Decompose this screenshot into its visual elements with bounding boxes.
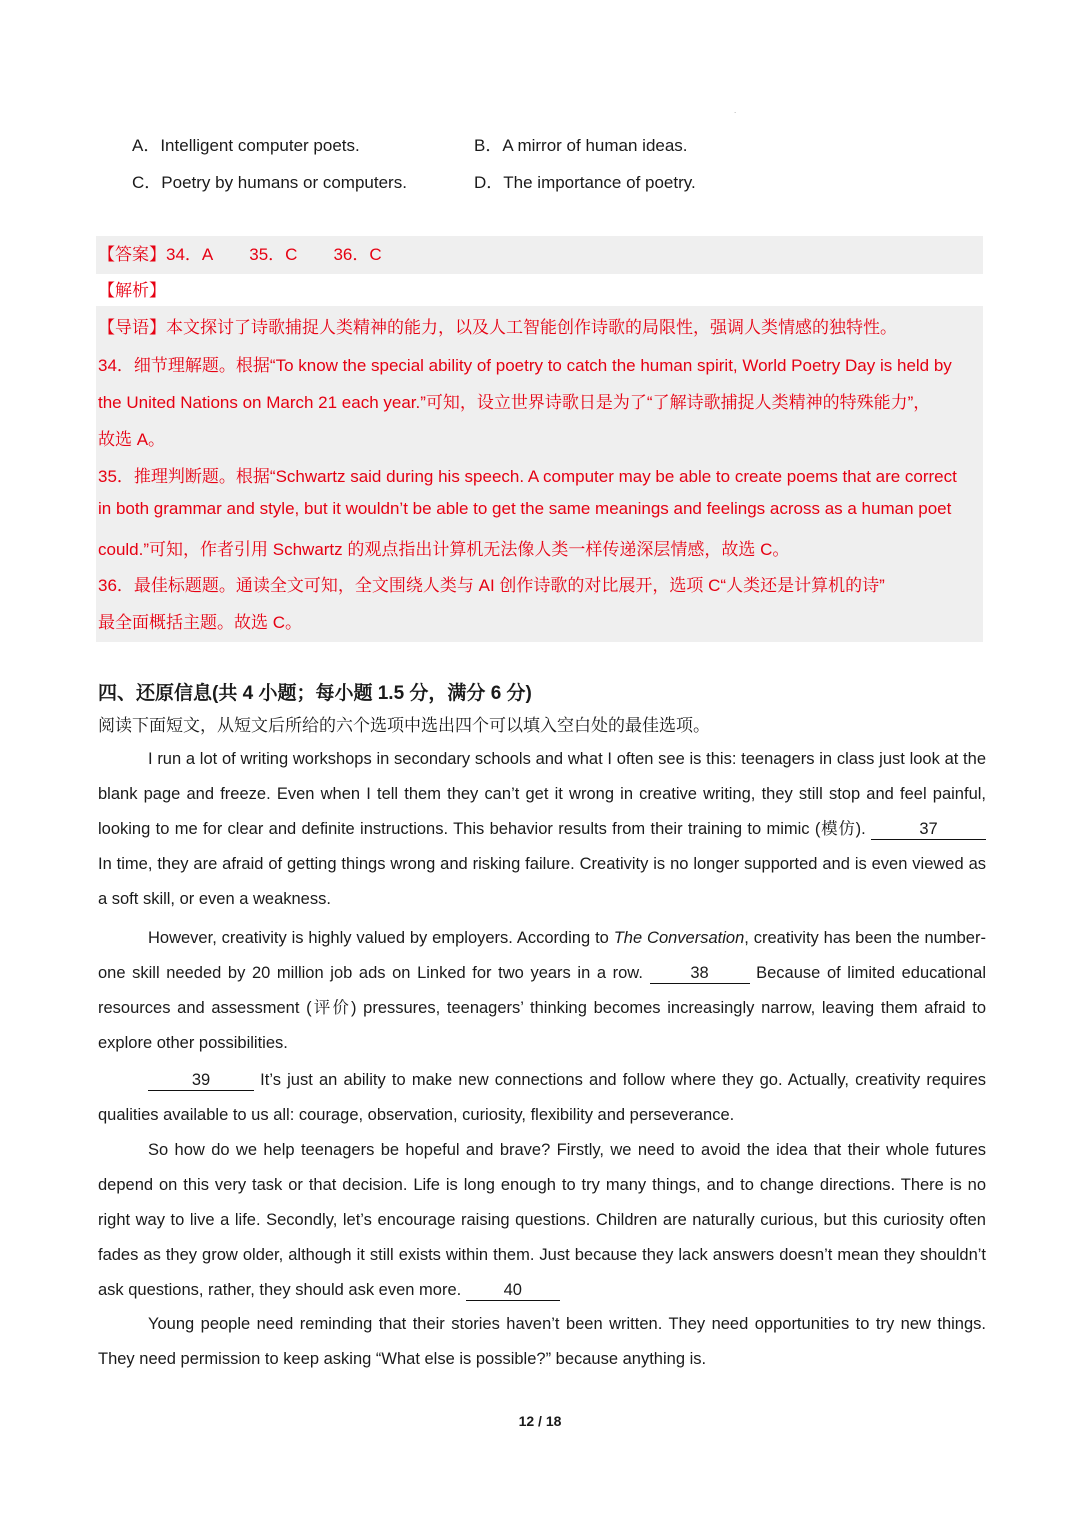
p2-source: The Conversation [613, 929, 745, 947]
passage-paragraph-4 [98, 1133, 986, 1308]
p4-text: So how do we help teenagers be hopeful and brave? Firstly, we need to avoid the idea that their whole futures depend on this very task or that decision. Life is long enough to try many things, and to change directions. There is no right way to live a life. Secondly, let’s encourage raising questions. Children are naturally curious, but this curiosity often fades as they grow older, although it still exists within them. Just because they lack answers doesn’t mean they shouldn’t ask questions, rather, they should ask even more. [98, 1141, 986, 1299]
analysis-intro [98, 313, 897, 338]
q34-line-2: the United Nations on March 21 each year.”可知，设立世界诗歌日是为了“了解诗歌捕捉人类精神的特殊能力”， [98, 393, 931, 412]
q34-line-3: 故选 A。 [98, 430, 166, 449]
blank-40: 40 [466, 1280, 560, 1301]
q35-line-1: 35．推理判断题。根据“Schwartz said during his speech. A computer may be able to create poems that are correct [98, 467, 957, 486]
q34-line-1: 34．细节理解题。根据“To know the special ability of poetry to catch the human spirit, World Poetry Day is held by [98, 356, 952, 375]
q36-line-2: 最全面概括主题。故选 C。 [98, 613, 302, 632]
stray-dot: . [734, 106, 737, 115]
option-d: D．The importance of poetry. [474, 173, 696, 192]
analysis-heading: 【解析】 [98, 281, 166, 301]
p3-text: It’s just an ability to make new connections and follow where they go. Actually, creativity requires qualities available to us all: courage, observation, curiosity, flexibility and perseverance. [98, 1071, 986, 1124]
blank-39: 39 [148, 1070, 254, 1091]
p2-text-b: , creativity has been the number-one skill needed by 20 million job ads on Linked for two years in a row. [98, 929, 986, 982]
p1-text-b: In time, they are afraid of getting things wrong and risking failure. Creativity is no longer supported and is even viewed as a soft skill, or even a weakness. [98, 855, 986, 908]
section-title: 四、还原信息(共 4 小题；每小题 1.5 分，满分 6 分) [98, 683, 532, 704]
option-a: A．Intelligent computer poets. [132, 136, 360, 155]
q35-line-2: in both grammar and style, but it wouldn’t be able to get the same meanings and feelings across as a human poet [98, 499, 952, 518]
intro-text: 本文探讨了诗歌捕捉人类精神的能力，以及人工智能创作诗歌的局限性，强调人类情感的独特性。 [166, 318, 897, 337]
passage-paragraph-2 [98, 921, 986, 1061]
blank-37: 37 [871, 819, 986, 840]
passage-paragraph-3 [98, 1063, 986, 1133]
p2-text-c: Because of limited educational resources and assessment (评价) pressures, teenagers’ thinking becomes increasingly narrow, leaving them afraid to explore other possibilities. [98, 964, 986, 1052]
passage-paragraph-1 [98, 742, 986, 917]
blank-38: 38 [650, 963, 750, 984]
answer-35: 35．C [249, 245, 298, 264]
option-b: B．A mirror of human ideas. [474, 136, 688, 155]
section-instruction: 阅读下面短文，从短文后所给的六个选项中选出四个可以填入空白处的最佳选项。 [98, 716, 710, 735]
answer-36: 36．C [333, 245, 382, 264]
option-c: C．Poetry by humans or computers. [132, 173, 407, 192]
page-number: 12 / 18 [518, 1413, 562, 1429]
q35-line-3: could.”可知，作者引用 Schwartz 的观点指出计算机无法像人类一样传递深层情感，故选 C。 [98, 540, 790, 559]
answer-label: 【答案】 [98, 245, 166, 265]
q36-line-1: 36．最佳标题题。通读全文可知，全文围绕人类与 AI 创作诗歌的对比展开，选项 C“人类还是计算机的诗” [98, 576, 885, 595]
answer-34: 34．A [166, 245, 214, 264]
p2-text-a: However, creativity is highly valued by employers. According to [148, 929, 614, 947]
answer-line [98, 240, 382, 265]
intro-label: 【导语】 [98, 318, 166, 338]
passage-paragraph-5: Young people need reminding that their stories haven’t been written. They need opportunities to try new things. They need permission to keep asking “What else is possible?” because anything is. [98, 1315, 986, 1368]
p1-text-a: I run a lot of writing workshops in secondary schools and what I often see is this: teenagers in class just look at the blank page and freeze. Even when I tell them they can’t get it wrong in creative writing, they still stop and feel painful, looking to me for clear and definite instructions. This behavior results from their training to mimic (模仿). [98, 750, 986, 838]
